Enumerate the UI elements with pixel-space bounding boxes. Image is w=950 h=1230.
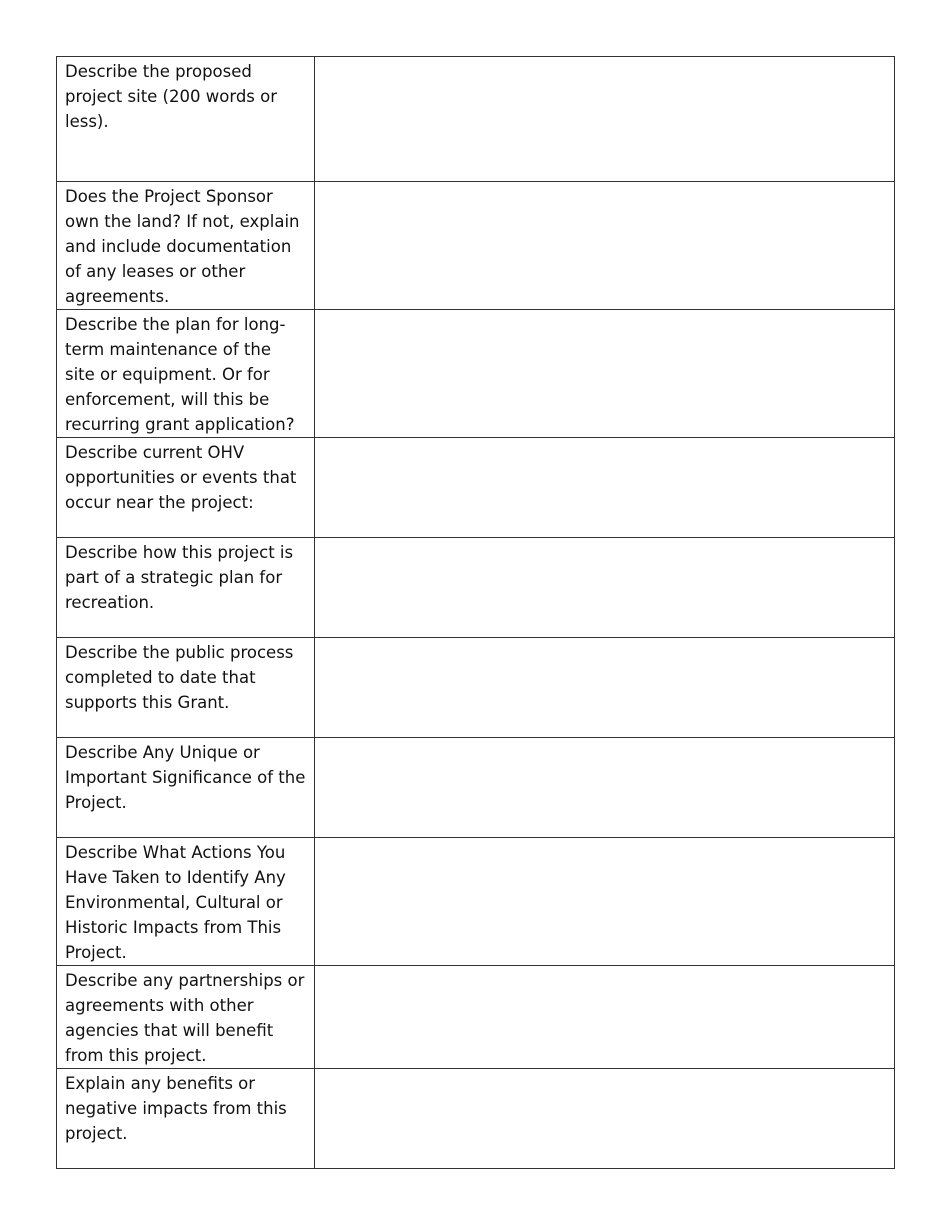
question-label: Describe the public process completed to date that supports this Grant.: [57, 638, 315, 738]
answer-cell-strategic-plan[interactable]: [315, 538, 895, 638]
question-label: Describe What Actions You Have Taken to Identify Any Environmental, Cultural or Historic Impacts from This Project.: [57, 838, 315, 966]
answer-cell-public-process[interactable]: [315, 638, 895, 738]
grant-application-table: [56, 56, 895, 1169]
answer-cell-partnerships[interactable]: [315, 966, 895, 1069]
table-row: [57, 538, 895, 638]
table-row: [57, 838, 895, 966]
table-row: [57, 738, 895, 838]
table-row: [57, 438, 895, 538]
question-label: Describe current OHV opportunities or events that occur near the project:: [57, 438, 315, 538]
table-row: [57, 966, 895, 1069]
table-row: [57, 310, 895, 438]
table-row: [57, 1069, 895, 1169]
question-label: Describe how this project is part of a strategic plan for recreation.: [57, 538, 315, 638]
table-row: [57, 57, 895, 182]
question-label: Does the Project Sponsor own the land? If not, explain and include documentation of any leases or other agreements.: [57, 182, 315, 310]
question-label: Describe any partnerships or agreements with other agencies that will benefit from this project.: [57, 966, 315, 1069]
question-label: Describe Any Unique or Important Significance of the Project.: [57, 738, 315, 838]
answer-cell-significance[interactable]: [315, 738, 895, 838]
answer-cell-land-ownership[interactable]: [315, 182, 895, 310]
table-row: [57, 638, 895, 738]
question-label: Explain any benefits or negative impacts from this project.: [57, 1069, 315, 1169]
table-row: [57, 182, 895, 310]
answer-cell-maintenance-plan[interactable]: [315, 310, 895, 438]
question-label: Describe the proposed project site (200 words or less).: [57, 57, 315, 182]
question-label: Describe the plan for long-term maintenance of the site or equipment. Or for enforcement, will this be recurring grant application?: [57, 310, 315, 438]
answer-cell-project-site[interactable]: [315, 57, 895, 182]
answer-cell-impact-actions[interactable]: [315, 838, 895, 966]
answer-cell-benefits-impacts[interactable]: [315, 1069, 895, 1169]
answer-cell-ohv-opportunities[interactable]: [315, 438, 895, 538]
